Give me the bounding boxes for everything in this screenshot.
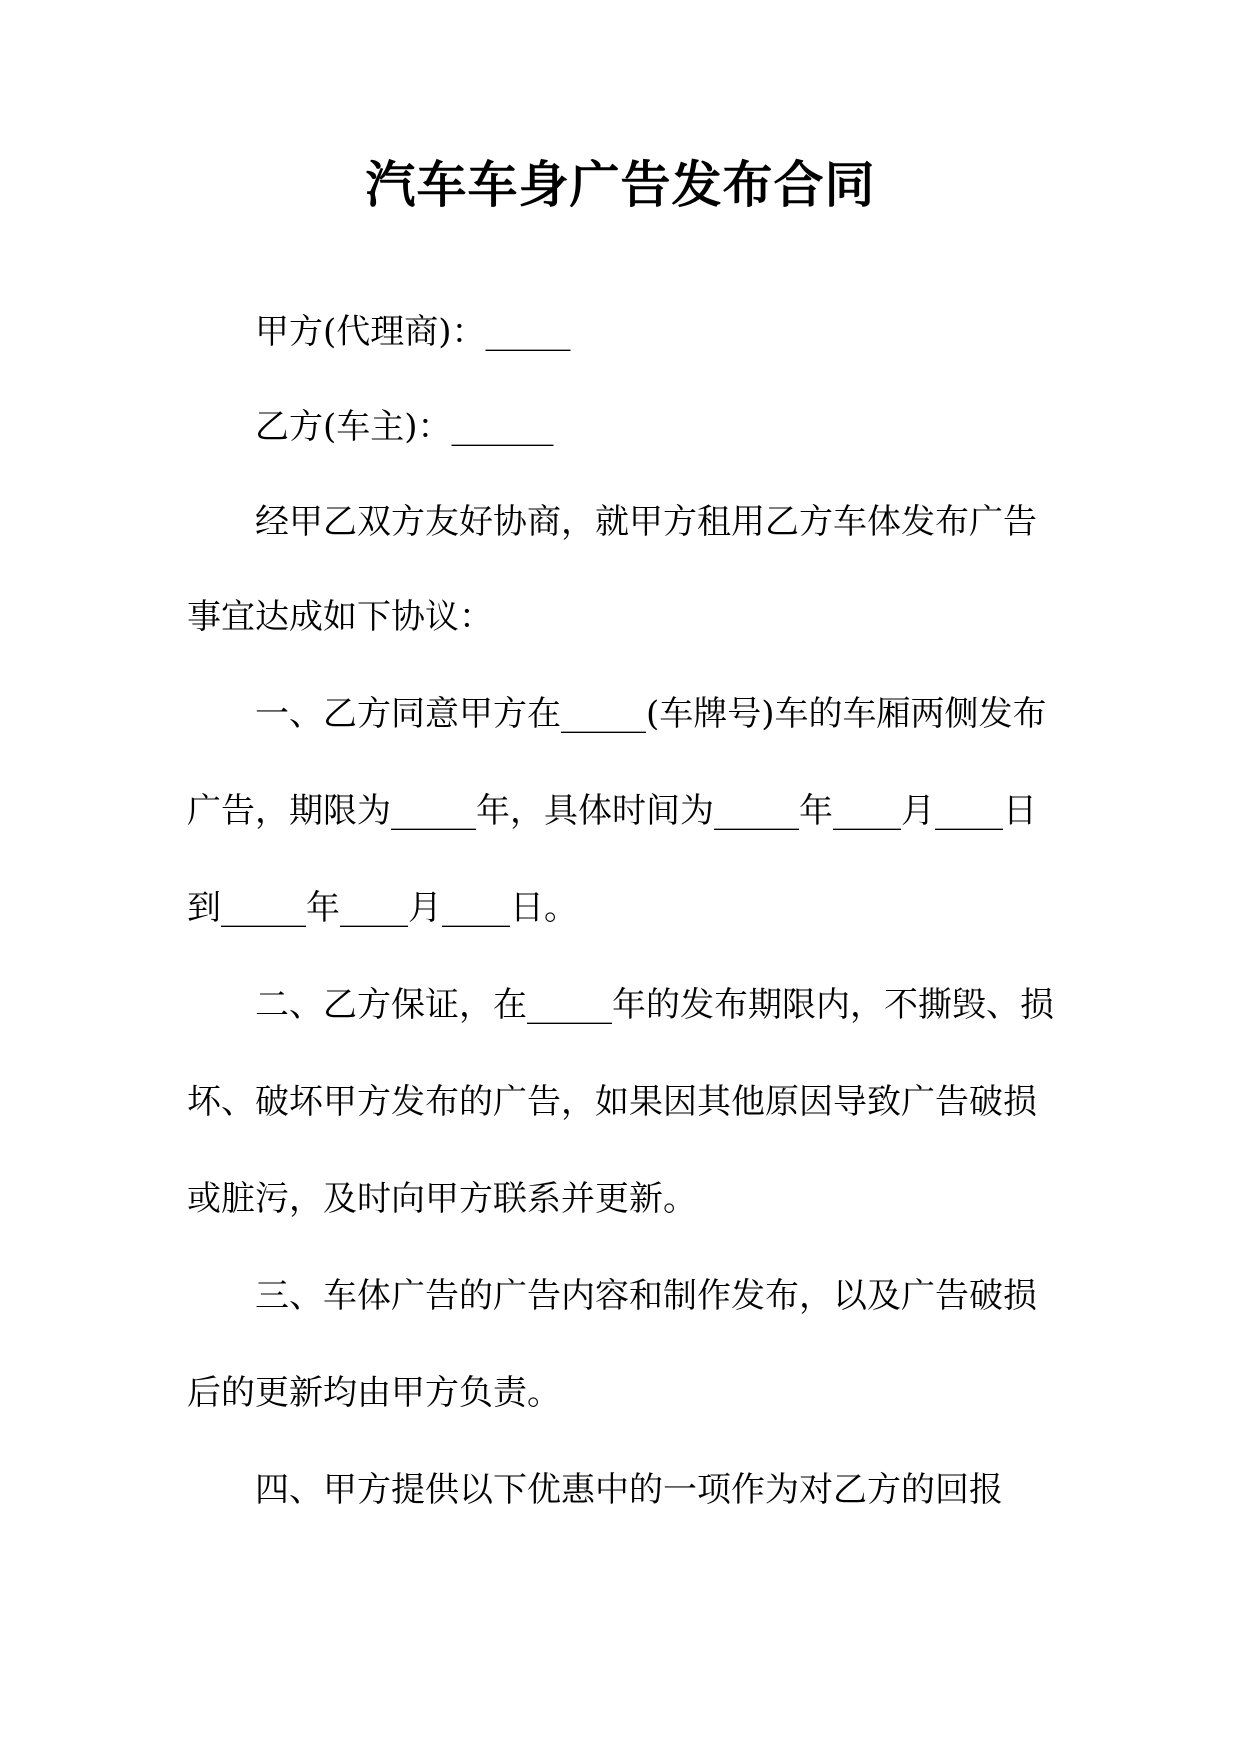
intro-line-1: 经甲乙双方友好协商，就甲方租用乙方车体发布广告 — [255, 502, 1037, 542]
clause2-line-1: 二、乙方保证，在_____年的发布期限内，不撕毁、损 — [255, 985, 1054, 1025]
clause4-line-1: 四、甲方提供以下优惠中的一项作为对乙方的回报 — [255, 1470, 1003, 1510]
clause3-line-2: 后的更新均由甲方负责。 — [187, 1373, 561, 1413]
clause2-line-2: 坏、破坏甲方发布的广告，如果因其他原因导致广告破损 — [187, 1082, 1037, 1122]
clause1-line-1: 一、乙方同意甲方在_____(车牌号)车的车厢两侧发布 — [255, 694, 1047, 734]
clause2-line-3: 或脏污，及时向甲方联系并更新。 — [187, 1179, 697, 1219]
clause1-line-3: 到_____年____月____日。 — [187, 888, 578, 928]
party-b-line: 乙方(车主)：______ — [255, 407, 554, 447]
clause3-line-1: 三、车体广告的广告内容和制作发布，以及广告破损 — [255, 1276, 1037, 1316]
clause1-line-2: 广告，期限为_____年，具体时间为_____年____月____日 — [187, 791, 1037, 831]
document-title: 汽车车身广告发布合同 — [365, 156, 876, 214]
intro-line-2: 事宜达成如下协议： — [187, 597, 493, 637]
party-a-line: 甲方(代理商)：_____ — [255, 312, 571, 352]
